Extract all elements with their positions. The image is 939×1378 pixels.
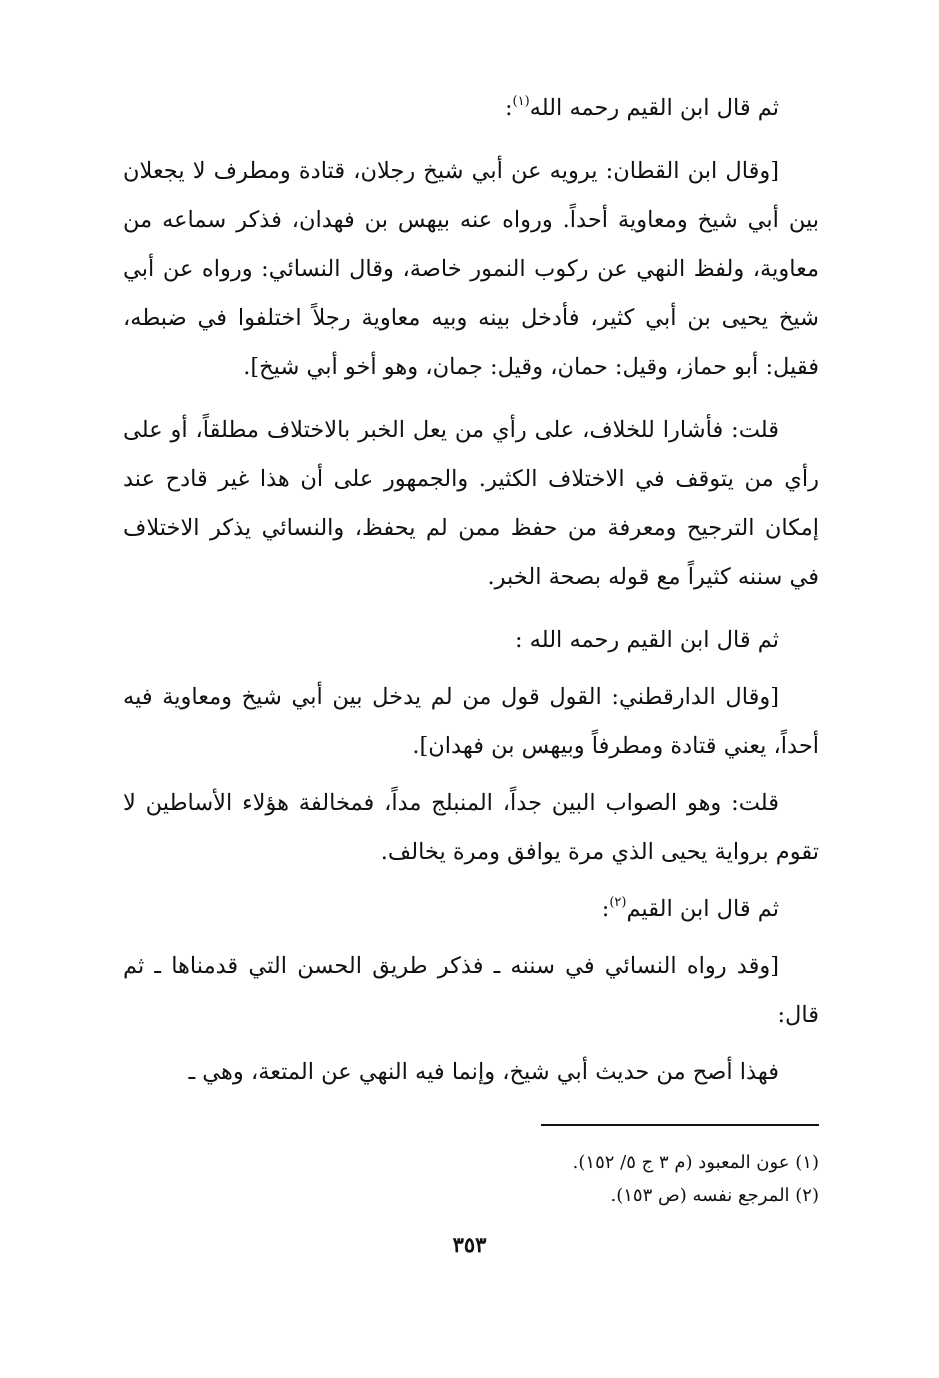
paragraph-6: قلت: وهو الصواب البين جداً، المنبلج مداً، فمخالفة هؤلاء الأساطين لا تقوم برواية يحيى الذي مرة يوافق ومرة يخالف. xyxy=(123,790,819,865)
footnote-divider xyxy=(541,1124,819,1126)
footnote-ref-1: (١) xyxy=(512,94,530,109)
footnote-2: (٢) المرجع نفسه (ص ١٥٣). xyxy=(610,1185,819,1206)
paragraph-4: ثم قال ابن القيم رحمه الله : xyxy=(514,627,779,653)
main-text xyxy=(123,84,819,1097)
paragraph-8: [وقد رواه النسائي في سننه ـ فذكر طريق الحسن التي قدمناها ـ ثم قال: xyxy=(123,953,819,1028)
footnotes xyxy=(319,1146,819,1212)
paragraph-9: فهذا أصح من حديث أبي شيخ، وإنما فيه النهي عن المتعة، وهي ـ xyxy=(188,1059,779,1085)
footnote-1: (١) عون المعبود (م ٣ ج ٥/ ١٥٢). xyxy=(572,1152,819,1173)
paragraph-3: قلت: فأشارا للخلاف، على رأي من يعل الخبر بالاختلاف مطلقاً، أو على رأي من يتوقف في الاختلاف الكثير. والجمهور على أن هذا غير قادح عند إمكان الترجيح ومعرفة من حفظ ممن لم يحفظ، والنسائي يذكر الاختلاف في سننه كثيراً مع قوله بصحة الخبر. xyxy=(123,417,819,590)
paragraph-7: ثم قال ابن القيم$^{(٢)}$: xyxy=(601,895,779,922)
footnote-ref-2: (٢) xyxy=(609,895,627,910)
paragraph-5: [وقال الدارقطني: القول قول من لم يدخل بين أبي شيخ ومعاوية فيه أحداً، يعني قتادة ومطرفاً وبيهس بن فهدان]. xyxy=(123,684,819,759)
paragraph-2: [وقال ابن القطان: يرويه عن أبي شيخ رجلان، قتادة ومطرف لا يجعلان بين أبي شيخ ومعاوية أحداً. ورواه عنه بيهس بن فهدان، فذكر سماعه من معاوية، ولفظ النهي عن ركوب النمور خاصة، وقال النسائي: ورواه عن أبي شيخ يحيى بن أبي كثير، فأدخل بينه وبيه معاوية رجلاً اختلفوا في ضبطه، فقيل: أبو حماز، وقيل: حمان، وقيل: جمان، وهو أخو أبي شيخ]. xyxy=(123,158,819,380)
page-number: ٣٥٣ xyxy=(452,1232,487,1257)
paragraph-1: ثم قال ابن القيم رحمه الله$^{(١)}$: xyxy=(504,94,779,121)
